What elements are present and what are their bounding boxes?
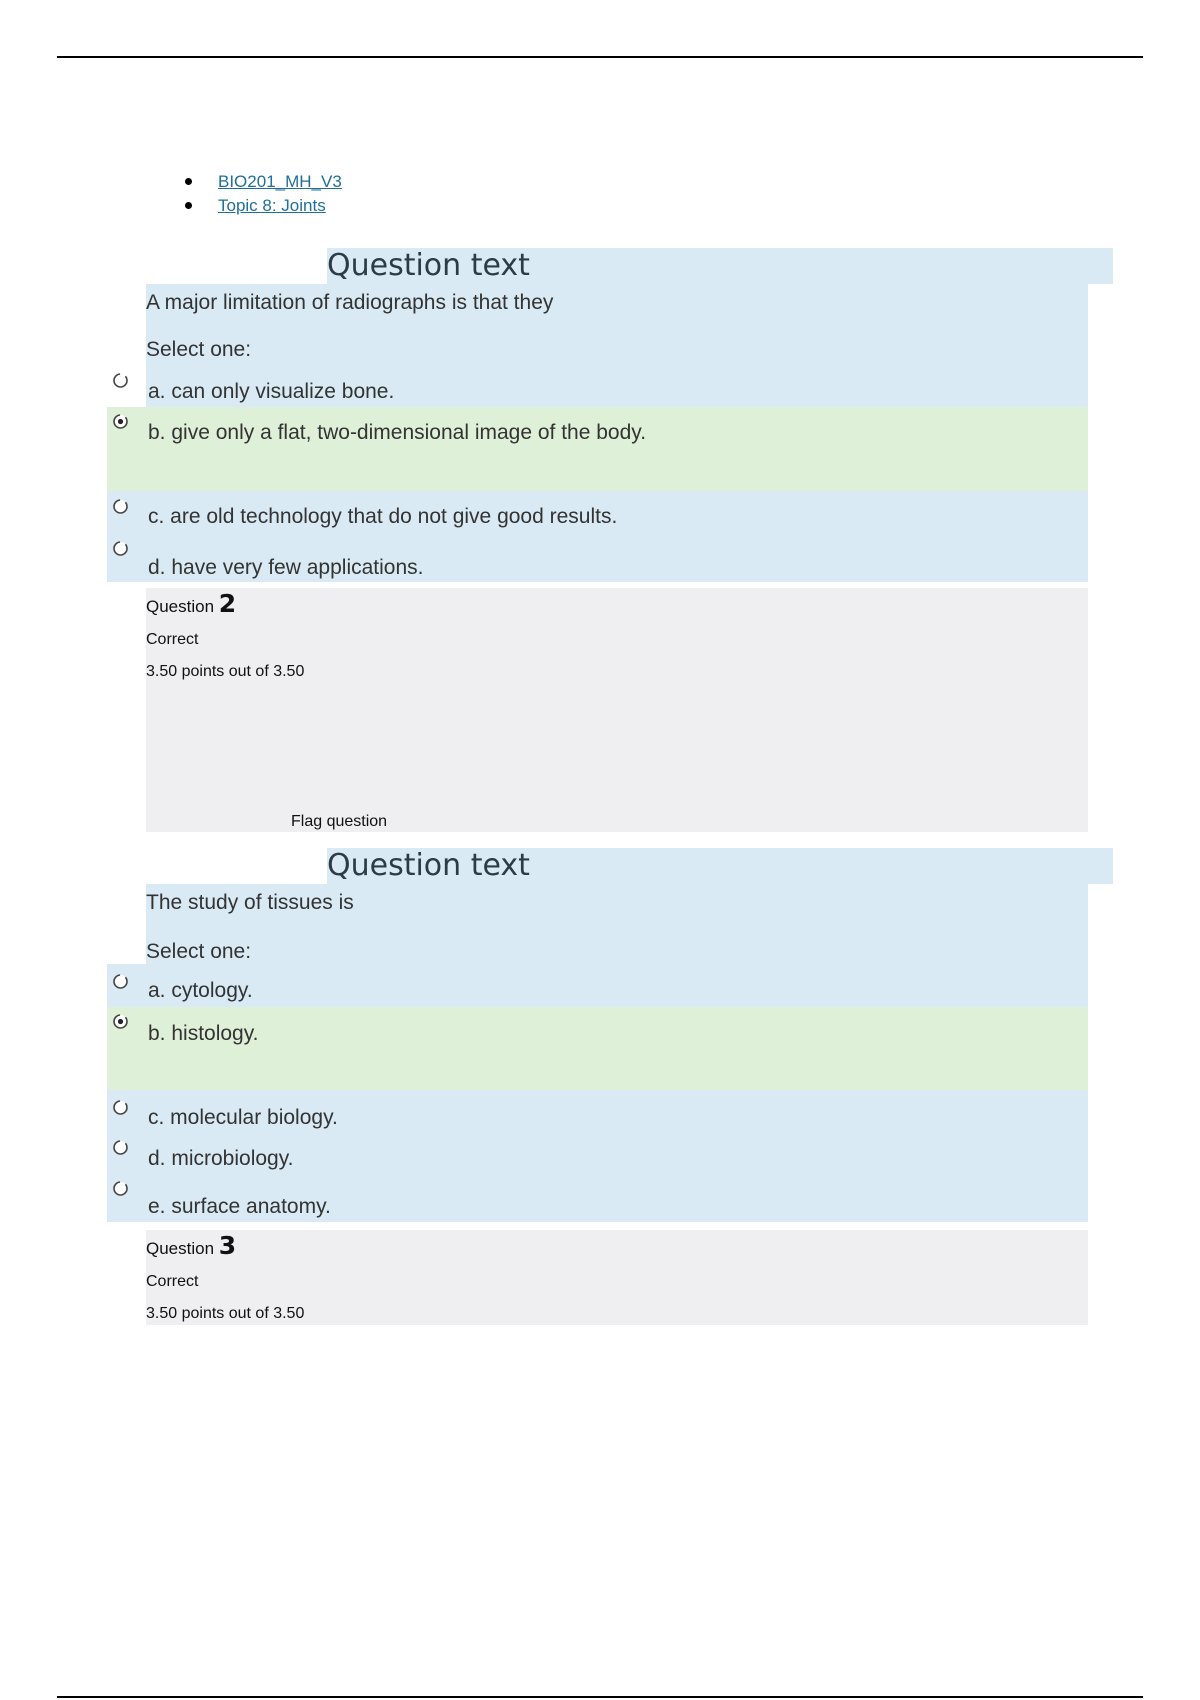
question-text-heading: Question text bbox=[327, 248, 1113, 284]
question-3-points: 3.50 points out of 3.50 bbox=[146, 1305, 305, 1322]
breadcrumb-link-course[interactable]: BIO201_MH_V3 bbox=[218, 172, 342, 191]
question-3-number bbox=[146, 1232, 236, 1263]
question-2-option-c[interactable]: c. molecular biology. bbox=[148, 1106, 338, 1129]
question-label: Question bbox=[146, 597, 215, 616]
radio-unchecked-icon[interactable] bbox=[112, 1139, 129, 1156]
breadcrumb bbox=[218, 170, 342, 218]
question-2-option-d[interactable]: d. microbiology. bbox=[148, 1147, 294, 1170]
question-3-status: Correct bbox=[146, 1273, 199, 1290]
bullet-icon bbox=[185, 178, 192, 185]
question-text-heading: Question text bbox=[327, 848, 1113, 884]
radio-unchecked-icon[interactable] bbox=[112, 973, 129, 990]
question-1-prompt: A major limitation of radiographs is that they bbox=[146, 291, 554, 314]
question-2-select-one: Select one: bbox=[146, 940, 252, 963]
question-2-option-b[interactable]: b. histology. bbox=[148, 1022, 259, 1045]
question-label: Question bbox=[146, 1239, 215, 1258]
question-2-points: 3.50 points out of 3.50 bbox=[146, 663, 305, 680]
breadcrumb-item bbox=[218, 194, 342, 218]
bottom-rule bbox=[57, 1696, 1143, 1698]
question-2-first-answer-panel bbox=[107, 964, 1088, 1007]
question-1-option-b[interactable]: b. give only a flat, two-dimensional image of the body. bbox=[148, 421, 647, 444]
question-1-option-a[interactable]: a. can only visualize bone. bbox=[148, 380, 395, 403]
radio-unchecked-icon[interactable] bbox=[112, 372, 129, 389]
question-2-number bbox=[146, 590, 236, 621]
question-1-select-one: Select one: bbox=[146, 338, 252, 361]
radio-checked-icon[interactable] bbox=[112, 413, 129, 430]
question-number: 2 bbox=[218, 589, 237, 618]
radio-unchecked-icon[interactable] bbox=[112, 1180, 129, 1197]
question-2-status: Correct bbox=[146, 631, 199, 648]
question-2-option-e[interactable]: e. surface anatomy. bbox=[148, 1195, 331, 1218]
question-1-option-c[interactable]: c. are old technology that do not give good results. bbox=[148, 505, 618, 528]
flag-question-link[interactable]: Flag question bbox=[291, 813, 388, 830]
question-1-option-d[interactable]: d. have very few applications. bbox=[148, 556, 424, 579]
breadcrumb-item bbox=[218, 170, 342, 194]
top-rule bbox=[57, 56, 1143, 58]
radio-unchecked-icon[interactable] bbox=[112, 540, 129, 557]
question-number: 3 bbox=[218, 1231, 237, 1260]
question-2-option-a[interactable]: a. cytology. bbox=[148, 979, 253, 1002]
question-2-prompt: The study of tissues is bbox=[146, 891, 354, 914]
breadcrumb-link-topic[interactable]: Topic 8: Joints bbox=[218, 196, 326, 215]
bullet-icon bbox=[185, 202, 192, 209]
radio-unchecked-icon[interactable] bbox=[112, 1099, 129, 1116]
question-2-info-panel bbox=[146, 588, 1088, 832]
radio-unchecked-icon[interactable] bbox=[112, 498, 129, 515]
radio-checked-icon[interactable] bbox=[112, 1013, 129, 1030]
